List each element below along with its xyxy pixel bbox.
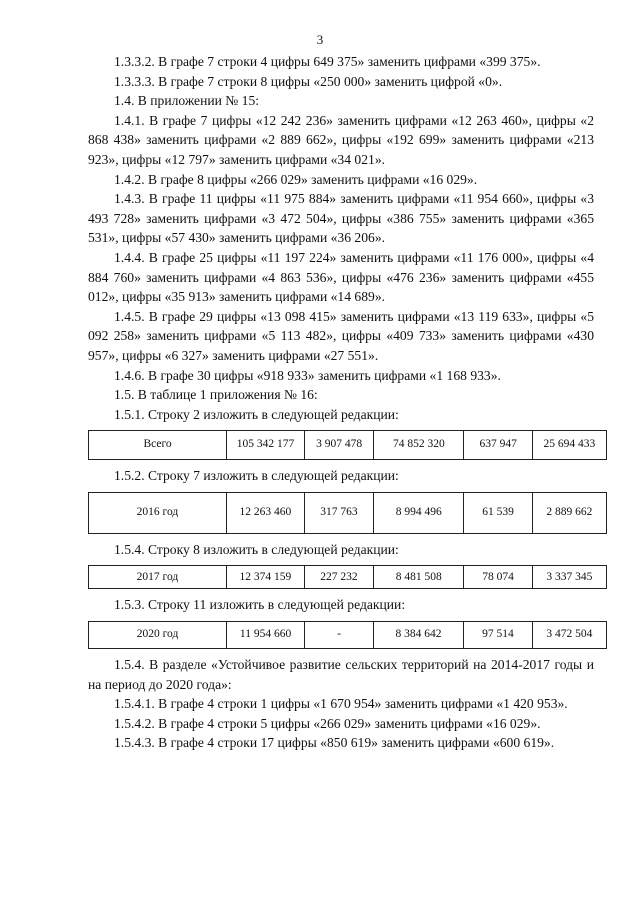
paragraph-1-5-2: 1.5.2. Строку 7 изложить в следующей редакции:	[114, 468, 399, 484]
paragraph-1-5-3: 1.5.3. Строку 11 изложить в следующей редакции:	[114, 597, 406, 613]
paragraph-1-4-6: 1.4.6. В графе 30 цифры «918 933» заменить цифрами «1 168 933».	[114, 367, 501, 383]
table-cell: 8 481 508	[374, 566, 464, 589]
table-cell: 12 374 159	[226, 566, 304, 589]
paragraph-1-5-4-3: 1.5.4.3. В графе 4 строки 17 цифры «850 619» заменить цифрами «600 619».	[114, 735, 555, 751]
paragraph-1-4-2: 1.4.2. В графе 8 цифры «266 029» заменить цифрами «16 029».	[114, 171, 478, 187]
paragraph-1-5-4-row8: 1.5.4. Строку 8 изложить в следующей редакции:	[114, 541, 399, 557]
table-row	[89, 622, 607, 649]
paragraph-1-3-3-3: 1.3.3.3. В графе 7 строки 8 цифры «250 000» заменить цифрой «0».	[114, 73, 503, 89]
table-cell: 8 384 642	[373, 622, 463, 649]
paragraph-1-4-4: 1.4.4. В графе 25 цифры «11 197 224» заменить цифрами «11 176 000», цифры «4 884 760» заменить цифрами «4 863 536», цифры «476 236» заменить цифрами «455 012», цифры «35 913» заменить цифрами «14 689».	[88, 249, 594, 305]
table-row-2020	[88, 621, 607, 649]
table-cell: 3 472 504	[532, 622, 606, 649]
table-cell: 8 994 496	[374, 492, 464, 533]
table-cell: 2020 год	[89, 622, 227, 649]
table-cell: 97 514	[464, 622, 533, 649]
paragraph-1-4-3: 1.4.3. В графе 11 цифры «11 975 884» заменить цифрами «11 954 660», цифры «3 493 728» заменить цифрами «3 472 504», цифры «386 755» заменить цифрами «365 531», цифры «57 430» заменить цифрами «36 206».	[88, 191, 594, 246]
table-cell: 2016 год	[89, 492, 227, 533]
table-cell: 2017 год	[89, 566, 227, 589]
table-cell: 78 074	[464, 566, 532, 589]
page-number: 3	[316, 32, 324, 47]
table-cell: -	[305, 622, 374, 649]
table-cell: 2 889 662	[532, 492, 606, 533]
document-body	[88, 52, 594, 753]
paragraph-1-4: 1.4. В приложении № 15:	[114, 93, 260, 109]
paragraph-1-5-1: 1.5.1. Строку 2 изложить в следующей редакции:	[114, 406, 399, 422]
table-cell: 61 539	[464, 492, 532, 533]
table-cell: 317 763	[304, 492, 373, 533]
paragraph-1-5-4: 1.5.4. В разделе «Устойчивое развитие сельских территорий на 2014-2017 годы и на период до 2020 года»:	[88, 657, 594, 692]
table-row-2016	[88, 492, 607, 534]
paragraph-1-3-3-2: 1.3.3.2. В графе 7 строки 4 цифры 649 375» заменить цифрами «399 375».	[114, 54, 541, 69]
table-cell: 637 947	[464, 431, 532, 460]
paragraph-1-5-4-2: 1.5.4.2. В графе 4 строки 5 цифры «266 029» заменить цифрами «16 029».	[114, 715, 541, 731]
paragraph-1-5-4-1: 1.5.4.1. В графе 4 строки 1 цифры «1 670 954» заменить цифрами «1 420 953».	[114, 696, 568, 712]
paragraph-1-4-1: 1.4.1. В графе 7 цифры «12 242 236» заменить цифрами «12 263 460», цифры «2 868 438» заменить цифрами «2 889 662», цифры «192 699» заменить цифрами «213 923», цифры «12 797» заменить цифрами «34 021».	[88, 112, 594, 167]
paragraph-1-4-5: 1.4.5. В графе 29 цифры «13 098 415» заменить цифрами «13 119 633», цифры «5 092 258» заменить цифрами «5 113 482», цифры «409 733» заменить цифрами «430 957», цифры «6 327» заменить цифрами «27 551».	[88, 308, 594, 363]
table-cell: 11 954 660	[227, 622, 305, 649]
table-cell: 74 852 320	[374, 431, 464, 460]
table-cell: 12 263 460	[226, 492, 304, 533]
table-row-vsego	[88, 430, 607, 460]
table-cell: 3 337 345	[532, 566, 606, 589]
table-cell: 105 342 177	[227, 431, 305, 460]
table-cell: Всего	[89, 431, 227, 460]
paragraph-1-5: 1.5. В таблице 1 приложения № 16:	[114, 387, 318, 403]
table-cell: 227 232	[304, 566, 373, 589]
table-cell: 3 907 478	[304, 431, 373, 460]
table-row	[89, 431, 607, 460]
table-cell: 25 694 433	[532, 431, 606, 460]
table-row-2017	[88, 565, 607, 589]
table-row	[89, 492, 607, 533]
table-row	[89, 566, 607, 589]
